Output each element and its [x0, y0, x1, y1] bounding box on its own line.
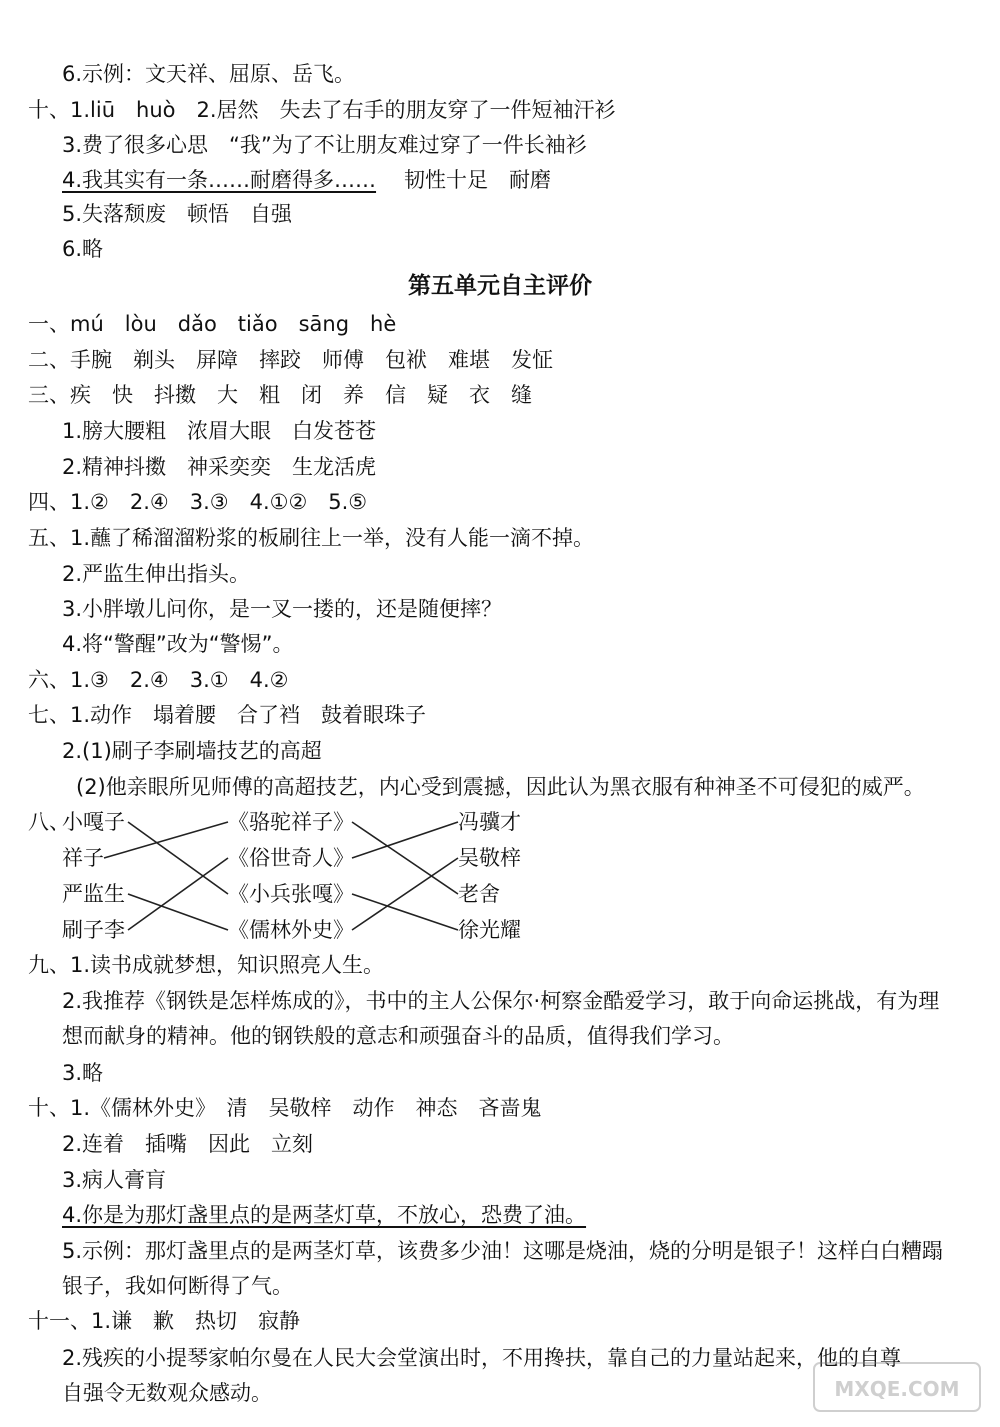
- answer-line: 十、1.liū huò 2.居然 失去了右手的朋友穿了一件短袖汗衫: [28, 98, 616, 122]
- answer-line: 七、1.动作 塌着腰 合了裆 鼓着眼珠子: [28, 703, 427, 727]
- answer-line: 2.(1)刷子李刷墙技艺的高超: [62, 739, 322, 763]
- match-author-item: 老舍: [458, 882, 500, 906]
- answer-line: 1.膀大腰粗 浓眉大眼 白发苍苍: [62, 419, 377, 443]
- answer-line: 想而献身的精神。他的钢铁般的意志和顽强奋斗的品质，值得我们学习。: [62, 1024, 734, 1048]
- underlined-sentence: 4.我其实有一条……耐磨得多……: [62, 168, 377, 192]
- answer-line: 2.残疾的小提琴家帕尔曼在人民大会堂演出时，不用搀扶，靠自己的力量站起来，他的自尊: [62, 1346, 902, 1370]
- answer-line: 一、mú lòu dǎo tiǎo sāng hè: [28, 312, 397, 336]
- match-left-item: 严监生: [62, 882, 125, 906]
- match-left-item: 刷子李: [62, 918, 125, 942]
- watermark-text: MXQE.COM: [834, 1377, 960, 1401]
- match-book-item: 《儒林外史》: [228, 918, 354, 942]
- match-line: [352, 822, 458, 894]
- answer-line: 2.连着 插嘴 因此 立刻: [62, 1132, 314, 1156]
- answer-line: 5.失落颓废 顿悟 自强: [62, 202, 293, 226]
- match-author-item: 冯骥才: [458, 810, 521, 834]
- watermark-logo: [812, 1361, 982, 1413]
- match-left-item: 小嘎子: [62, 810, 125, 834]
- match-author-item: 徐光耀: [458, 918, 521, 942]
- answer-line: 自强令无数观众感动。: [62, 1381, 272, 1405]
- match-book-item: 《小兵张嘎》: [228, 882, 354, 906]
- answer-line: (2)他亲眼所见师傅的高超技艺，内心受到震撼，因此认为黑衣服有种神圣不可侵犯的威严。: [76, 775, 925, 799]
- answer-line: 银子，我如何断得了气。: [62, 1274, 293, 1298]
- section-label: 八、: [28, 810, 70, 834]
- section-title: 第五单元自主评价: [408, 273, 592, 299]
- answer-line: 五、1.蘸了稀溜溜粉浆的板刷往上一举，没有人能一滴不掉。: [28, 526, 595, 550]
- answer-line: 十、1.《儒林外史》 清 吴敬梓 动作 神态 吝啬鬼: [28, 1096, 542, 1120]
- answer-line: 四、1.② 2.④ 3.③ 4.①② 5.⑤: [28, 490, 368, 514]
- answer-line: 二、手腕 剃头 屏障 摔跤 师傅 包袱 难堪 发怔: [28, 348, 553, 372]
- match-left-item: 祥子: [62, 846, 104, 870]
- match-author-item: 吴敬梓: [458, 846, 521, 870]
- answer-line: [62, 166, 551, 194]
- match-line: [128, 858, 228, 930]
- answer-words: 韧性十足 耐磨: [404, 168, 552, 192]
- answer-line: 3.小胖墩儿问你，是一叉一搂的，还是随便摔？: [62, 597, 503, 621]
- answer-line: 3.病人膏肓: [62, 1168, 167, 1192]
- answer-line: 九、1.读书成就梦想，知识照亮人生。: [28, 953, 385, 977]
- match-line: [352, 894, 458, 930]
- answer-line: 2.严监生伸出指头。: [62, 562, 251, 586]
- answer-line: [62, 1201, 586, 1229]
- match-book-item: 《骆驼祥子》: [228, 810, 354, 834]
- match-line: [128, 822, 228, 894]
- answer-line: 4.将“警醒”改为“警惕”。: [62, 632, 294, 656]
- answer-line: 三、疾 快 抖擞 大 粗 闭 养 信 疑 衣 缝: [28, 383, 532, 407]
- answer-line: 6.示例：文天祥、屈原、岳飞。: [62, 62, 356, 86]
- answer-line: 六、1.③ 2.④ 3.① 4.②: [28, 668, 289, 692]
- answer-line: 2.我推荐《钢铁是怎样炼成的》，书中的主人公保尔·柯察金酷爱学习，敢于向命运挑战，有为理: [62, 989, 940, 1013]
- answer-line: 十一、1.谦 歉 热切 寂静: [28, 1309, 301, 1333]
- match-line: [352, 858, 458, 930]
- answer-line: 6.略: [62, 237, 104, 261]
- match-book-item: 《俗世奇人》: [228, 846, 354, 870]
- match-line: [128, 894, 228, 930]
- answer-line: 2.精神抖擞 神采奕奕 生龙活虎: [62, 455, 377, 479]
- underlined-sentence: 4.你是为那灯盏里点的是两茎灯草，不放心，恐费了油。: [62, 1203, 587, 1227]
- answer-line: 3.略: [62, 1061, 104, 1085]
- answer-line: 3.费了很多心思 “我”为了不让朋友难过穿了一件长袖衫: [62, 133, 587, 157]
- answer-line: 5.示例：那灯盏里点的是两茎灯草，该费多少油！这哪是烧油，烧的分明是银子！这样白白糟蹋: [62, 1239, 944, 1263]
- match-line: [352, 822, 458, 858]
